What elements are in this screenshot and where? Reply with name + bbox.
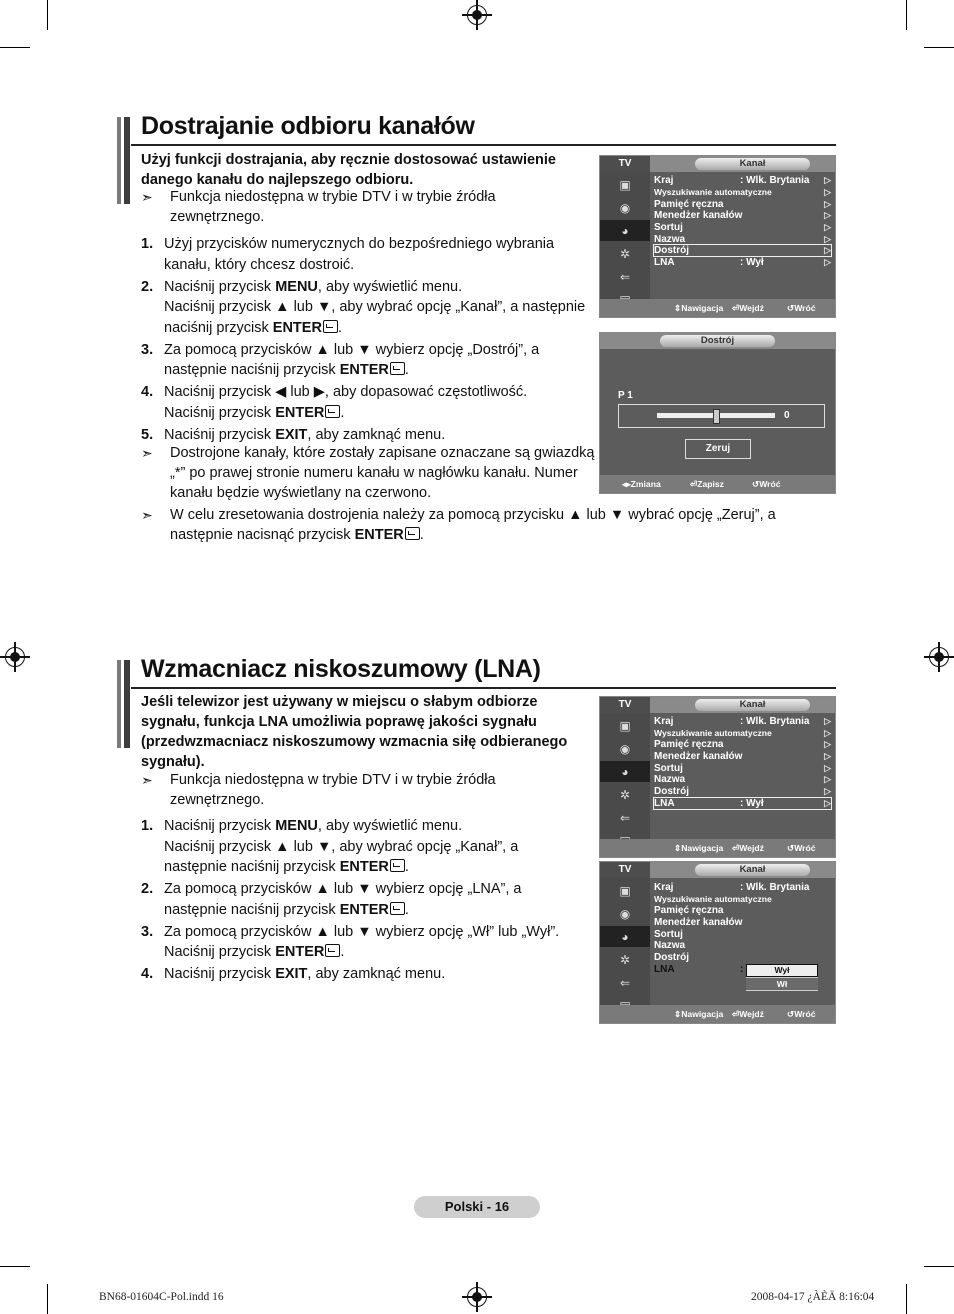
osd-item-label: Wyszukiwanie automatyczne bbox=[654, 728, 772, 738]
step bbox=[141, 964, 581, 985]
tune-slider-knob[interactable] bbox=[713, 409, 720, 424]
picture-icon: ▣ bbox=[619, 177, 631, 192]
osd-tune-box bbox=[618, 404, 825, 428]
osd-menu-list bbox=[650, 172, 835, 299]
step-number: 4. bbox=[141, 384, 154, 400]
step: 3. Za pomocą przycisków ▲ lub ▼ wybierz opcję „Dostrój”, a następnie naciśnij przycisk ENTER . bbox=[141, 341, 540, 378]
registration-mark-icon bbox=[5, 647, 25, 667]
picture-icon: ▣ bbox=[619, 883, 631, 898]
step-text: Użyj przycisków numerycznych do bezpośredniego wybrania kanału, który chcesz dostroić. bbox=[164, 236, 555, 273]
sound-icon: ◉ bbox=[619, 200, 631, 215]
osd-item-label: Nazwa bbox=[654, 774, 686, 785]
osd-item-label: Menedżer kanałów bbox=[654, 751, 743, 762]
osd-tv-label: TV bbox=[600, 697, 650, 713]
step-text: Naciśnij przycisk ▲ lub ▼, aby wybrać opcję „Kanał”, a następnie naciśnij przycisk bbox=[164, 838, 519, 875]
arrow-right-icon: ▷ bbox=[824, 786, 831, 796]
steps-list bbox=[141, 816, 581, 986]
osd-item-label: Kraj bbox=[654, 882, 674, 893]
step: 4. Naciśnij przycisk ◀ lub ▶, aby dopasować częstotliwość. Naciśnij przycisk ENTER . bbox=[141, 384, 528, 421]
osd-footer bbox=[600, 475, 835, 493]
osd-item bbox=[654, 894, 831, 905]
osd-item-label: Pamięć ręczna bbox=[654, 739, 724, 750]
key-name: EXIT bbox=[275, 966, 308, 982]
registration-mark-icon bbox=[929, 647, 949, 667]
steps-list bbox=[141, 234, 596, 447]
osd-item-value: : Wlk. Brytania bbox=[740, 716, 810, 727]
reset-button[interactable]: Zeruj bbox=[685, 439, 751, 459]
osd-footer-back: ↺ Wróć bbox=[752, 479, 781, 489]
osd-title: Kanał bbox=[695, 864, 810, 876]
crop-mark bbox=[0, 47, 30, 48]
note-text: Funkcja niedostępna w trybie DTV i w trybie źródła zewnętrznego. bbox=[170, 772, 496, 808]
osd-sidebar bbox=[600, 713, 650, 839]
step-text: Naciśnij przycisk bbox=[164, 426, 276, 443]
osd-item-label: Menedżer kanałów bbox=[654, 917, 743, 928]
enter-icon bbox=[325, 405, 340, 418]
step-number: 4. bbox=[141, 966, 154, 982]
step-text: Naciśnij przycisk ▲ lub ▼, aby wybrać opcję „Kanał”, a następnie naciśnij przycisk bbox=[164, 299, 586, 336]
step-number: 1. bbox=[141, 818, 154, 834]
osd-item-label: Kraj bbox=[654, 175, 674, 186]
step-number: 1. bbox=[141, 236, 154, 252]
arrow-right-icon: ▷ bbox=[824, 187, 831, 197]
step-text: , aby wyświetlić menu. bbox=[317, 278, 463, 295]
key-name: ENTER bbox=[275, 404, 325, 421]
arrow-right-icon: ▷ bbox=[824, 257, 831, 267]
step-text: , aby wyświetlić menu. bbox=[317, 818, 463, 834]
osd-item bbox=[654, 199, 831, 210]
step-text: , aby zamknąć menu. bbox=[307, 966, 446, 982]
arrow-right-icon: ▷ bbox=[824, 739, 831, 749]
crop-mark bbox=[906, 1284, 907, 1314]
note-arrow-icon: ➣ bbox=[141, 189, 153, 205]
tune-value: 0 bbox=[784, 410, 790, 421]
osd-footer-move: ◂▸ Zmiana bbox=[622, 479, 661, 489]
osd-footer bbox=[600, 839, 835, 857]
osd-item bbox=[654, 882, 831, 893]
step: 3. Za pomocą przycisków ▲ lub ▼ wybierz opcję „Wł” lub „Wył”. Naciśnij przycisk ENTER . bbox=[141, 923, 560, 960]
osd-item bbox=[654, 234, 831, 245]
osd-item-label: LNA bbox=[654, 257, 675, 268]
osd-item-value: : Wył bbox=[740, 798, 764, 809]
osd-item bbox=[654, 751, 831, 762]
osd-item bbox=[654, 187, 831, 198]
osd-item-label: Sortuj bbox=[654, 222, 683, 233]
osd-footer bbox=[600, 1005, 835, 1023]
osd-footer-enter: ⏎ Wejdź bbox=[732, 303, 764, 313]
registration-mark-icon bbox=[467, 1287, 487, 1307]
osd-item bbox=[654, 175, 831, 186]
key-name: ENTER bbox=[272, 319, 322, 336]
osd-channel-menu bbox=[599, 696, 836, 858]
channel-icon: ◕ bbox=[600, 761, 650, 782]
step: 1. Naciśnij przycisk MENU, aby wyświetlić menu. Naciśnij przycisk ▲ lub ▼, aby wybrać opcję „Kanał”, a następnie naciśnij przycisk ENTER . bbox=[141, 818, 519, 875]
arrow-right-icon: ▷ bbox=[824, 798, 831, 808]
enter-icon bbox=[390, 362, 405, 375]
osd-item bbox=[654, 728, 831, 739]
section-rule bbox=[131, 144, 836, 146]
arrow-right-icon: ▷ bbox=[824, 234, 831, 244]
step bbox=[141, 234, 596, 275]
setup-icon: ✲ bbox=[619, 246, 631, 261]
osd-item bbox=[654, 940, 831, 951]
osd-title: Kanał bbox=[695, 158, 810, 170]
step-number: 2. bbox=[141, 278, 154, 295]
osd-title: Kanał bbox=[695, 699, 810, 711]
osd-item bbox=[654, 786, 831, 797]
step: 2. Za pomocą przycisków ▲ lub ▼ wybierz opcję „LNA”, a następnie naciśnij przycisk ENTER . bbox=[141, 881, 522, 918]
step: 2. Naciśnij przycisk MENU, aby wyświetlić menu. Naciśnij przycisk ▲ lub ▼, aby wybrać opcję „Kanał”, a następnie naciśnij przycisk ENTER . bbox=[141, 278, 586, 336]
step bbox=[141, 425, 596, 446]
osd-item bbox=[654, 917, 831, 928]
section-intro: Jeśli telewizor jest używany w miejscu o słabym odbiorze sygnału, funkcja LNA umożliwia poprawę jakości sygnału (przedwzmacniacz niskoszumowy wzmacnia siłę odbieranego sygnału). bbox=[141, 694, 568, 770]
step-text: Za pomocą przycisków ▲ lub ▼ wybierz opcję „LNA”, a następnie naciśnij przycisk bbox=[164, 881, 522, 918]
osd-menu-list bbox=[650, 713, 835, 839]
registration-mark-icon bbox=[467, 5, 487, 25]
step-text: Naciśnij przycisk bbox=[164, 818, 276, 834]
channel-icon: ◕ bbox=[600, 220, 650, 241]
step-text: Za pomocą przycisków ▲ lub ▼ wybierz opcję „Wł” lub „Wył”. Naciśnij przycisk bbox=[164, 923, 560, 960]
osd-item-label: Sortuj bbox=[654, 763, 683, 774]
osd-item-label: Pamięć ręczna bbox=[654, 905, 724, 916]
osd-item-label: LNA bbox=[654, 964, 675, 975]
osd-item-label: Sortuj bbox=[654, 929, 683, 940]
arrow-right-icon: ▷ bbox=[824, 199, 831, 209]
page-number: Polski - 16 bbox=[414, 1196, 540, 1218]
osd-channel-menu bbox=[599, 155, 836, 318]
arrow-right-icon: ▷ bbox=[824, 245, 831, 255]
osd-tv-label: TV bbox=[600, 156, 650, 172]
osd-footer-nav: ⇕ Nawigacja bbox=[674, 843, 724, 853]
enter-icon bbox=[390, 902, 405, 915]
note-text: W celu zresetowania dostrojenia należy za pomocą przycisku ▲ lub ▼ wybrać opcję „Zeruj”, a następnie nacisnąć przycisk bbox=[170, 507, 776, 543]
arrow-right-icon: ▷ bbox=[824, 175, 831, 185]
osd-footer-save: ⏎ Zapisz bbox=[690, 479, 724, 489]
input-icon: ⇐ bbox=[619, 810, 631, 825]
osd-item-label: Pamięć ręczna bbox=[654, 199, 724, 210]
osd-footer-enter: ⏎ Wejdź bbox=[732, 843, 764, 853]
lna-option-on[interactable]: Wł bbox=[746, 977, 818, 991]
osd-item bbox=[654, 763, 831, 774]
osd-item bbox=[654, 257, 831, 268]
step-text: Naciśnij przycisk bbox=[164, 966, 276, 982]
print-file-name: BN68-01604C-Pol.indd 16 bbox=[99, 1291, 224, 1303]
osd-channel-menu-lna-options bbox=[599, 861, 836, 1024]
key-name: ENTER bbox=[339, 901, 389, 918]
osd-tune-body bbox=[600, 349, 835, 475]
crop-mark bbox=[47, 1284, 48, 1314]
osd-footer-nav: ⇕ Nawigacja bbox=[674, 303, 724, 313]
osd-item-label: Nazwa bbox=[654, 234, 686, 245]
lna-option-off[interactable]: Wył bbox=[746, 964, 818, 977]
osd-item-label: Dostrój bbox=[654, 952, 689, 963]
step-number: 5. bbox=[141, 426, 154, 443]
section-accent-bar bbox=[124, 660, 130, 748]
osd-footer-nav: ⇕ Nawigacja bbox=[674, 1009, 724, 1019]
note bbox=[141, 770, 580, 810]
osd-footer-back: ↺ Wróć bbox=[787, 1009, 816, 1019]
osd-footer-enter: ⏎ Wejdź bbox=[732, 1009, 764, 1019]
osd-item bbox=[654, 739, 831, 750]
osd-fine-tune bbox=[599, 332, 836, 494]
osd-footer-back: ↺ Wróć bbox=[787, 843, 816, 853]
enter-icon bbox=[325, 944, 340, 957]
section-rule bbox=[131, 687, 836, 689]
key-name: ENTER bbox=[275, 944, 325, 960]
osd-item-value: : bbox=[740, 964, 744, 975]
key-name: MENU bbox=[275, 818, 318, 834]
input-icon: ⇐ bbox=[619, 975, 631, 990]
osd-sidebar bbox=[600, 878, 650, 1005]
key-name: ENTER bbox=[339, 859, 389, 875]
step-number: 3. bbox=[141, 341, 154, 358]
note bbox=[141, 187, 580, 227]
crop-mark bbox=[47, 0, 48, 30]
note-arrow-icon: ➣ bbox=[141, 445, 153, 461]
osd-item bbox=[654, 716, 831, 727]
crop-mark bbox=[924, 1266, 954, 1267]
key-name: MENU bbox=[275, 278, 318, 295]
section-title: Wzmacniacz niskoszumowy (LNA) bbox=[141, 655, 541, 683]
osd-item-label: Dostrój bbox=[654, 245, 689, 256]
note: ➣ W celu zresetowania dostrojenia należy za pomocą przycisku ▲ lub ▼ wybrać opcję „Zeruj”, a następnie nacisnąć przycisk ENTER . bbox=[141, 507, 776, 543]
step-number: 3. bbox=[141, 923, 154, 940]
crop-mark bbox=[0, 1266, 30, 1267]
osd-footer bbox=[600, 299, 835, 317]
osd-program: P 1 bbox=[618, 390, 633, 401]
osd-title: Dostrój bbox=[660, 335, 775, 347]
note-text: Funkcja niedostępna w trybie DTV i w trybie źródła zewnętrznego. bbox=[170, 189, 496, 225]
osd-item bbox=[654, 210, 831, 221]
key-name: ENTER bbox=[354, 527, 404, 543]
enter-icon bbox=[405, 527, 420, 540]
section-accent-bar bbox=[124, 117, 130, 204]
channel-icon: ◕ bbox=[600, 926, 650, 947]
crop-mark bbox=[924, 47, 954, 48]
step-text: Naciśnij przycisk bbox=[164, 404, 276, 421]
setup-icon: ✲ bbox=[619, 787, 631, 802]
print-date: 2008-04-17 ¿ÀÈÄ 8:16:04 bbox=[751, 1291, 875, 1303]
osd-item-label: Wyszukiwanie automatyczne bbox=[654, 187, 772, 197]
step-text: Naciśnij przycisk bbox=[164, 278, 276, 295]
section-accent-bar bbox=[117, 660, 121, 748]
note-text: Dostrojone kanały, które zostały zapisane oznaczane są gwiazdką „*” po prawej stronie numeru kanału w nagłówku kanału. Numer kanału będzie wyświetlany na czerwono. bbox=[170, 445, 595, 501]
picture-icon: ▣ bbox=[619, 718, 631, 733]
arrow-right-icon: ▷ bbox=[824, 751, 831, 761]
setup-icon: ✲ bbox=[619, 952, 631, 967]
sound-icon: ◉ bbox=[619, 906, 631, 921]
step-number: 2. bbox=[141, 881, 154, 897]
osd-item-label: Dostrój bbox=[654, 786, 689, 797]
input-icon: ⇐ bbox=[619, 269, 631, 284]
step-text: , aby zamknąć menu. bbox=[307, 426, 446, 443]
osd-tv-label: TV bbox=[600, 862, 650, 878]
arrow-right-icon: ▷ bbox=[824, 210, 831, 220]
osd-item-label: Wyszukiwanie automatyczne bbox=[654, 894, 772, 904]
osd-item-selected bbox=[654, 798, 831, 809]
note bbox=[141, 443, 600, 503]
osd-sidebar bbox=[600, 172, 650, 299]
osd-item-label: Kraj bbox=[654, 716, 674, 727]
osd-item bbox=[654, 222, 831, 233]
osd-item-label: Menedżer kanałów bbox=[654, 210, 743, 221]
key-name: EXIT bbox=[275, 426, 308, 443]
arrow-right-icon: ▷ bbox=[824, 222, 831, 232]
sound-icon: ◉ bbox=[619, 741, 631, 756]
osd-item-label: LNA bbox=[654, 798, 675, 809]
osd-item bbox=[654, 929, 831, 940]
enter-icon bbox=[323, 320, 338, 333]
osd-menu-list bbox=[650, 878, 835, 1005]
osd-item bbox=[654, 952, 831, 963]
osd-item-value: : Wlk. Brytania bbox=[740, 175, 810, 186]
crop-mark bbox=[906, 0, 907, 30]
arrow-right-icon: ▷ bbox=[824, 763, 831, 773]
section-accent-bar bbox=[117, 117, 121, 204]
key-name: ENTER bbox=[339, 362, 389, 378]
arrow-right-icon: ▷ bbox=[824, 774, 831, 784]
step-text: Za pomocą przycisków ▲ lub ▼ wybierz opcję „Dostrój”, a następnie naciśnij przycisk bbox=[164, 341, 540, 378]
osd-item bbox=[654, 774, 831, 785]
enter-icon bbox=[390, 859, 405, 872]
osd-item-value: : Wył bbox=[740, 257, 764, 268]
note-arrow-icon: ➣ bbox=[141, 507, 153, 523]
osd-item-value: : Wlk. Brytania bbox=[740, 882, 810, 893]
osd-footer-back: ↺ Wróć bbox=[787, 303, 816, 313]
osd-item bbox=[654, 905, 831, 916]
osd-item-label: Nazwa bbox=[654, 940, 686, 951]
step-text: Naciśnij przycisk ◀ lub ▶, aby dopasować częstotliwość. bbox=[164, 384, 528, 400]
note-arrow-icon: ➣ bbox=[141, 772, 153, 788]
section-title: Dostrajanie odbioru kanałów bbox=[141, 112, 475, 140]
osd-item-selected bbox=[654, 245, 831, 256]
arrow-right-icon: ▷ bbox=[824, 728, 831, 738]
arrow-right-icon: ▷ bbox=[824, 716, 831, 726]
section-intro: Użyj funkcji dostrajania, aby ręcznie dostosować ustawienie danego kanału do najlepszego odbioru. bbox=[141, 152, 556, 188]
